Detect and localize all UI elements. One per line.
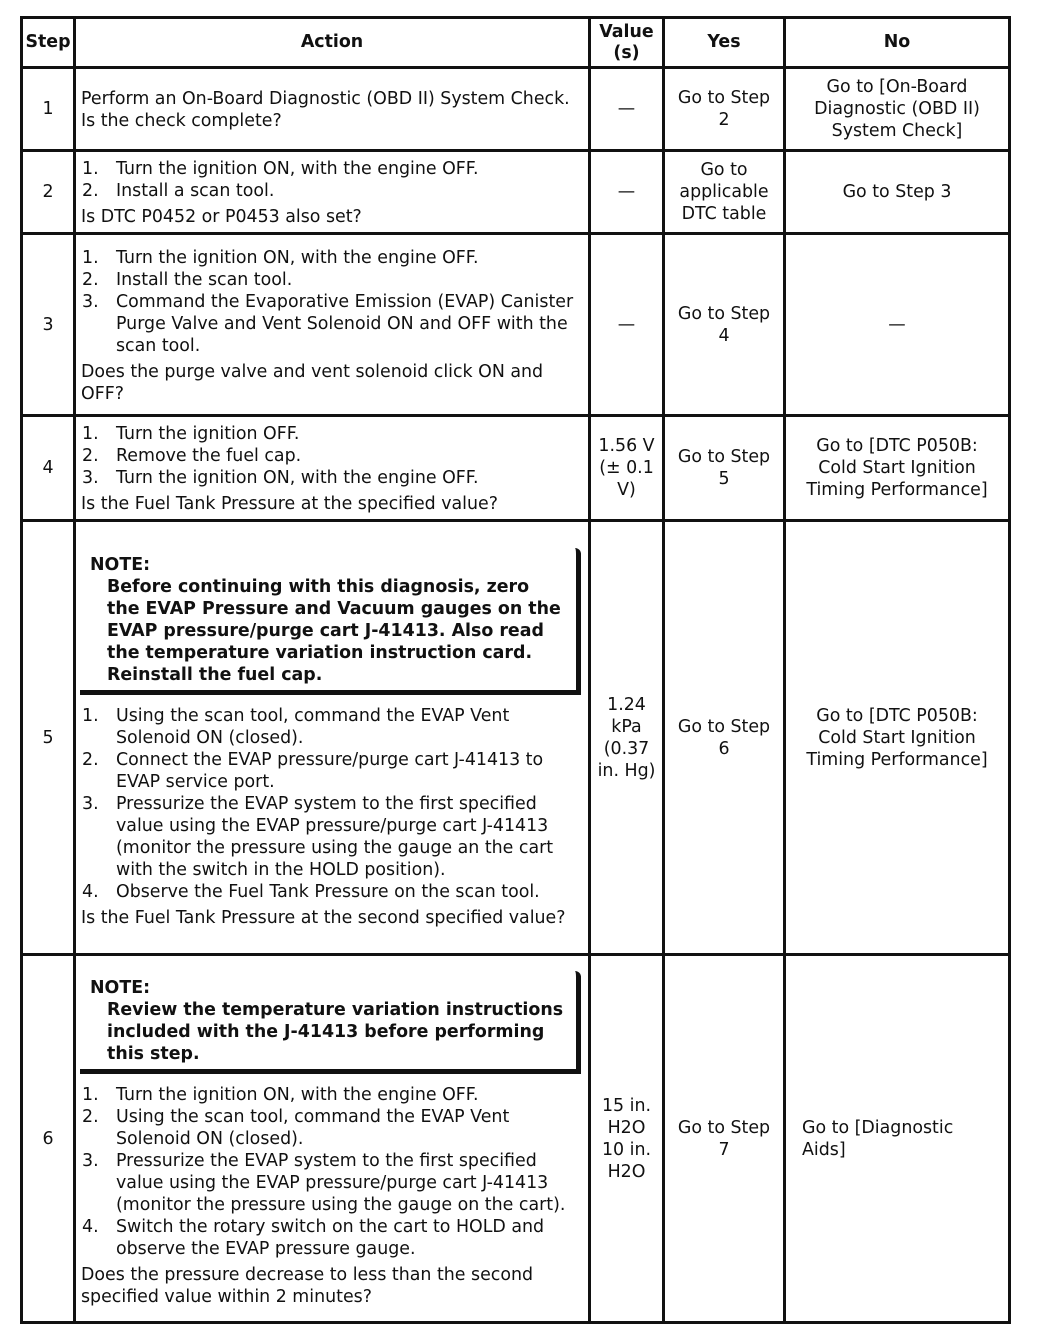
action-question: Is the Fuel Tank Pressure at the second specified value? [81,908,566,928]
header-value-text: Value (s) [599,21,654,63]
list-item: 1. Using the scan tool, command the EVAP Vent Solenoid ON (closed). [82,706,510,748]
list-item: 3. Pressurize the EVAP system to the first specified value using the EVAP pressure/purge cart J-41413 (monitor the pressure using the gauge an the cart with the switch in the HOLD position). [82,794,554,880]
action-question: Does the purge valve and vent solenoid click ON and OFF? [81,361,544,404]
list-item: 3. Pressurize the EVAP system to the first specified value using the EVAP pressure/purge cart J-41413 (monitor the pressure using the gauge on the cart). [82,1151,566,1215]
action-cell [75,68,590,151]
list-item: 1. Turn the ignition ON, with the engine OFF. [82,1085,479,1105]
action-steps [81,705,582,903]
no-link[interactable]: Go to [On-Board Diagnostic (OBD II) System Check] [814,77,980,141]
table-row [22,955,1010,1323]
step-number: 5 [22,521,75,955]
yes-link[interactable]: Go to Step 6 [677,716,771,759]
note-label: NOTE: [90,555,151,575]
list-item: 3. Turn the ignition ON, with the engine OFF. [82,468,479,488]
step-number: 4 [22,416,75,521]
list-item: 3. Command the Evaporative Emission (EVAP) Canister Purge Valve and Vent Solenoid ON and OFF with the scan tool. [82,291,574,356]
table-row [22,151,1010,234]
value-cell: 15 in. H2O 10 in. H2O [590,955,664,1323]
yes-link[interactable]: Go to Step 2 [677,88,771,130]
step-number: 3 [22,234,75,416]
action-cell [75,955,590,1323]
action-cell [75,234,590,416]
yes-link[interactable]: Go to Step 7 [677,1117,771,1160]
value-cell: 1.24 kPa (0.37 in. Hg) [590,521,664,955]
action-question: Is the Fuel Tank Pressure at the specified value? [81,494,498,514]
header-yes: Yes [664,18,785,68]
yes-link[interactable]: Go to Step 5 [677,447,771,489]
header-step: Step [22,18,75,68]
action-steps [81,1084,582,1260]
list-item: 2. Remove the fuel cap. [82,446,302,466]
no-link[interactable]: Go to Step 3 [842,182,952,202]
action-steps [81,158,582,202]
table-row [22,416,1010,521]
list-item: 4. Switch the rotary switch on the cart to HOLD and observe the EVAP pressure gauge. [82,1217,545,1259]
no-cell: — [785,234,1010,416]
diagnostic-table [20,16,1011,1324]
action-question: Does the pressure decrease to less than the second specified value within 2 minutes? [81,1265,534,1307]
yes-link[interactable]: Go to applicable DTC table [679,160,769,224]
no-cell [785,521,1010,955]
value-cell: 1.56 V (± 0.1 V) [590,416,664,521]
step-number: 2 [22,151,75,234]
step-number: 1 [22,68,75,151]
yes-cell [664,151,785,234]
no-link[interactable]: Go to [DTC P050B: Cold Start Ignition Timing Performance] [806,436,988,500]
header-row [22,18,1010,68]
note-text: Reinstall the fuel cap. [107,665,323,685]
value-cell: — [590,234,664,416]
list-item: 1. Turn the ignition OFF. [82,424,300,444]
no-link[interactable]: Go to [DTC P050B: Cold Start Ignition Timing Performance] [806,705,988,770]
value-cell: — [590,68,664,151]
no-cell [785,68,1010,151]
action-steps [81,423,582,489]
action-steps [81,247,582,357]
yes-cell [664,416,785,521]
table-row [22,68,1010,151]
action-cell [75,151,590,234]
no-cell [785,151,1010,234]
list-item: 2. Install a scan tool. [82,181,275,201]
header-action: Action [75,18,590,68]
note-box [80,971,582,1074]
value-cell: — [590,151,664,234]
note-box [80,548,582,695]
no-cell [785,955,1010,1323]
no-link[interactable]: Go to [Diagnostic Aids] [802,1117,954,1160]
action-cell [75,416,590,521]
header-value [590,18,664,68]
list-item: 4. Observe the Fuel Tank Pressure on the scan tool. [82,882,540,902]
note-text: Before continuing with this diagnosis, zero the EVAP Pressure and Vacuum gauges on the EVAP pressure/purge cart J-41413. Also read the temperature variation instruction card. [107,577,561,663]
action-question: Perform an On-Board Diagnostic (OBD II) System Check. Is the check complete? [81,89,570,131]
yes-cell [664,68,785,151]
list-item: 2. Connect the EVAP pressure/purge cart J-41413 to EVAP service port. [82,750,544,792]
note-text: Review the temperature variation instructions included with the J-41413 before performing this step. [107,1000,564,1064]
table-row [22,521,1010,955]
yes-cell [664,521,785,955]
table-row [22,234,1010,416]
action-question: Is DTC P0452 or P0453 also set? [81,207,362,227]
list-item: 1. Turn the ignition ON, with the engine OFF. [82,159,479,179]
yes-cell [664,955,785,1323]
list-item: 2. Using the scan tool, command the EVAP Vent Solenoid ON (closed). [82,1107,510,1149]
header-no: No [785,18,1010,68]
yes-cell [664,234,785,416]
yes-link[interactable]: Go to Step 4 [677,303,771,346]
list-item: 1. Turn the ignition ON, with the engine OFF. [82,247,479,268]
note-label: NOTE: [90,978,151,998]
step-number: 6 [22,955,75,1323]
list-item: 2. Install the scan tool. [82,269,293,290]
no-cell [785,416,1010,521]
action-cell [75,521,590,955]
